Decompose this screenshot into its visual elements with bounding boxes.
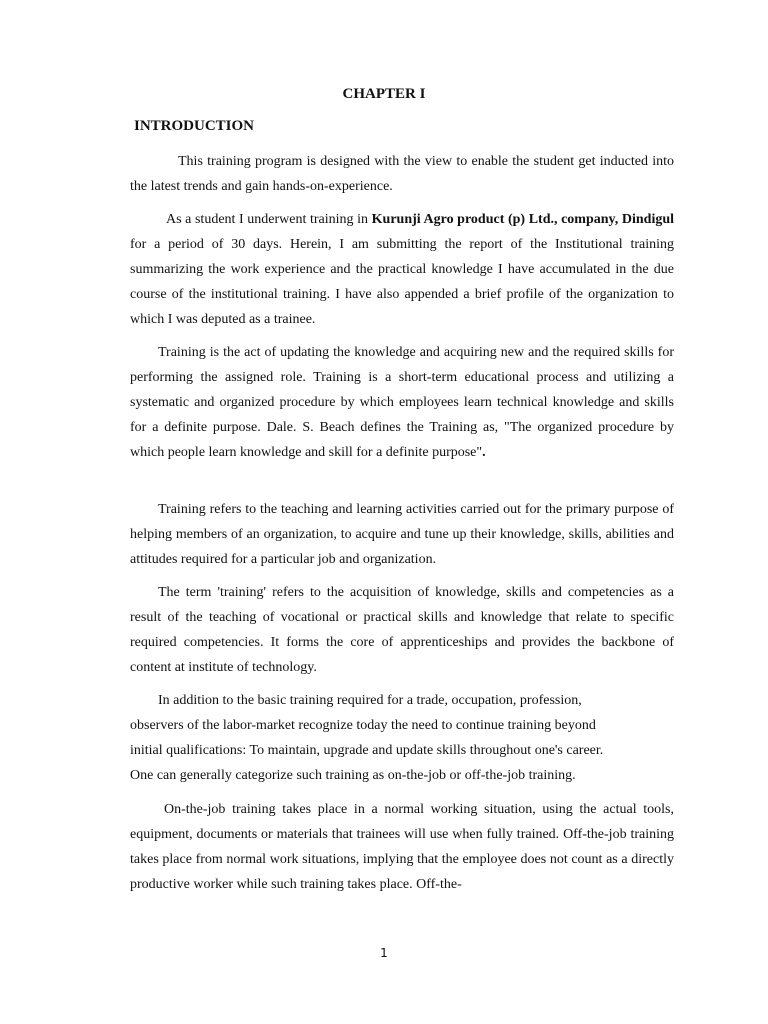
paragraph-5-text: The term 'training' refers to the acquisition of knowledge, skills and competencies as a result of the teaching of vocational or practical skills and knowledge that relate to specific required competencies. It forms the core of apprenticeships and provides the backbone of content at institute of technology. bbox=[130, 585, 674, 676]
section-title: INTRODUCTION bbox=[134, 118, 255, 134]
paragraph-7 bbox=[130, 797, 674, 897]
paragraph-1 bbox=[130, 149, 674, 199]
paragraph-2-text-a: As a student I underwent training in bbox=[166, 212, 372, 227]
paragraph-2-text-c: for a period of 30 days. Herein, I am submitting the report of the Institutional training summarizing the work experience and the practical knowledge I have accumulated in the due course of the institutional training. I have also appended a brief profile of the organization to which I was deputed as a trainee. bbox=[130, 237, 674, 328]
paragraph-2 bbox=[130, 207, 674, 332]
paragraph-4 bbox=[130, 497, 674, 572]
paragraph-1-text: This training program is designed with the view to enable the student get inducted into the latest trends and gain hands-on-experience. bbox=[130, 154, 674, 195]
company-name: Kurunji Agro product (p) Ltd., company, Dindigul bbox=[371, 212, 675, 227]
paragraph-5 bbox=[130, 580, 674, 680]
paragraph-6 bbox=[130, 688, 674, 788]
paragraph-3-period: . bbox=[482, 445, 486, 461]
page-number: 1 bbox=[380, 946, 388, 960]
paragraph-6-line-1: In addition to the basic training required for a trade, occupation, profession, bbox=[158, 693, 582, 708]
paragraph-4-text: Training refers to the teaching and learning activities carried out for the primary purpose of helping members of an organization, to acquire and tune up their knowledge, skills, abilities and attitudes required for a particular job and organization. bbox=[130, 502, 674, 568]
paragraph-3-text: Training is the act of updating the knowledge and acquiring new and the required skills for performing the assigned role. Training is a short-term educational process and utilizing a systematic and organized procedure by which employees learn technical knowledge and skills for a definite purpose. Dale. S. Beach defines the Training as, "The organized procedure by which people learn knowledge and skill for a definite purpose" bbox=[130, 345, 674, 461]
paragraph-7-text: On-the-job training takes place in a normal working situation, using the actual tools, equipment, documents or materials that trainees will use when fully trained. Off-the-job training takes place from normal work situations, implying that the employee does not count as a directly productive worker while such training takes place. Off-the- bbox=[130, 802, 674, 893]
paragraph-6-line-4: One can generally categorize such training as on-the-job or off-the-job training. bbox=[130, 768, 576, 784]
chapter-title: CHAPTER I bbox=[342, 86, 426, 102]
paragraph-6-line-3: initial qualifications: To maintain, upgrade and update skills throughout one's career. bbox=[130, 743, 604, 759]
paragraph-3 bbox=[130, 340, 674, 465]
paragraph-6-line-2: observers of the labor-market recognize today the need to continue training beyond bbox=[130, 718, 596, 734]
